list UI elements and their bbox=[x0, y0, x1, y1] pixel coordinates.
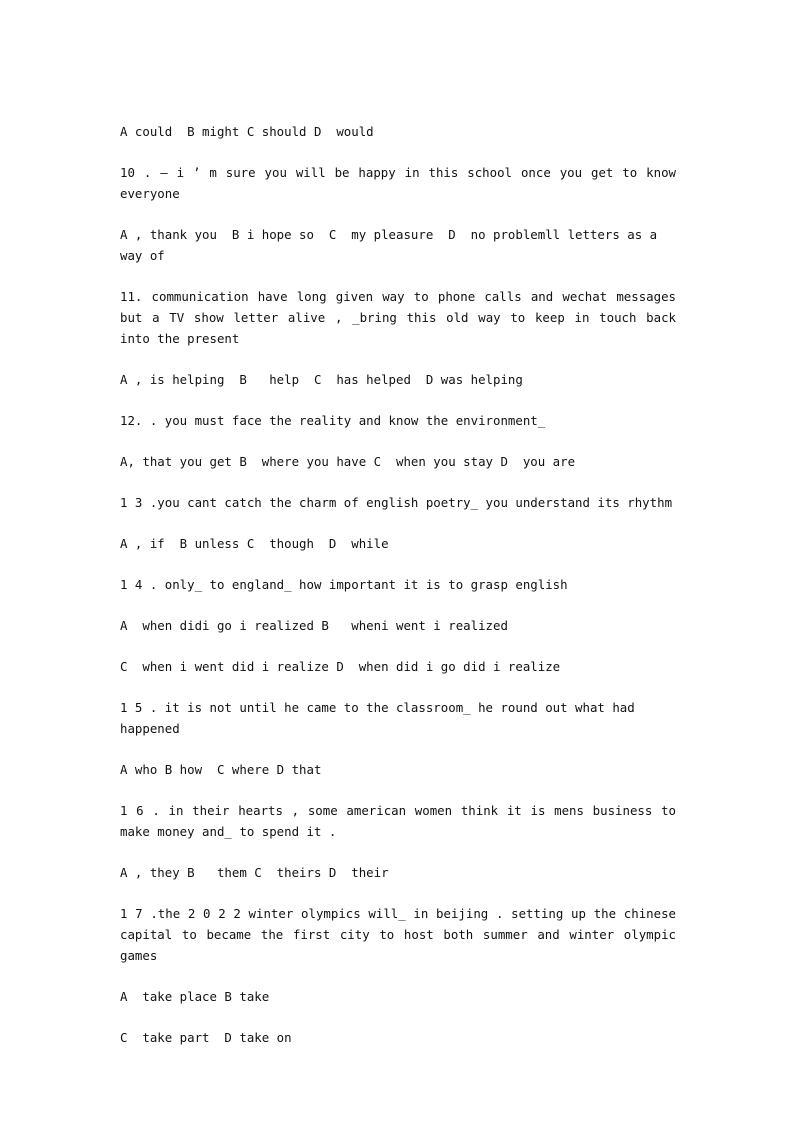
question-11: 11. communication have long given way to phone calls and wechat messages but a TV show letter alive , _bring this old way to keep in touch back into the present bbox=[120, 289, 684, 346]
question-10: 10 . – i ’ m sure you will be happy in this school once you get to know everyone bbox=[120, 165, 684, 201]
options-10: A , thank you B i hope so C my pleasure D no problemll letters as a way of bbox=[120, 227, 665, 263]
question-16: 1 6 . in their hearts , some american women think it is mens business to make money and_ to spend it . bbox=[120, 803, 684, 839]
options-11: A , is helping B help C has helped D was helping bbox=[120, 372, 523, 387]
options-12: A, that you get B where you have C when you stay D you are bbox=[120, 454, 576, 469]
question-15: 1 5 . it is not until he came to the classroom_ he round out what had happened bbox=[120, 700, 643, 736]
options-9: A could B might C should D would bbox=[120, 124, 374, 139]
document-page bbox=[120, 121, 684, 1048]
options-17-ab: A take place B take bbox=[120, 989, 270, 1004]
options-17-cd: C take part D take on bbox=[120, 1030, 292, 1045]
question-14: 1 4 . only_ to england_ how important it is to grasp english bbox=[120, 577, 568, 592]
question-12: 12. . you must face the reality and know the environment_ bbox=[120, 413, 546, 428]
options-14-ab: A when didi go i realized B wheni went i realized bbox=[120, 618, 508, 633]
options-14-cd: C when i went did i realize D when did i go did i realize bbox=[120, 659, 561, 674]
options-13: A , if B unless C though D while bbox=[120, 536, 389, 551]
options-15: A who B how C where D that bbox=[120, 762, 322, 777]
question-17: 1 7 .the 2 0 2 2 winter olympics will_ in beijing . setting up the chinese capital to became the first city to host both summer and winter olympic games bbox=[120, 906, 684, 963]
question-13: 1 3 .you cant catch the charm of english poetry_ you understand its rhythm bbox=[120, 495, 673, 510]
options-16: A , they B them C theirs D their bbox=[120, 865, 389, 880]
